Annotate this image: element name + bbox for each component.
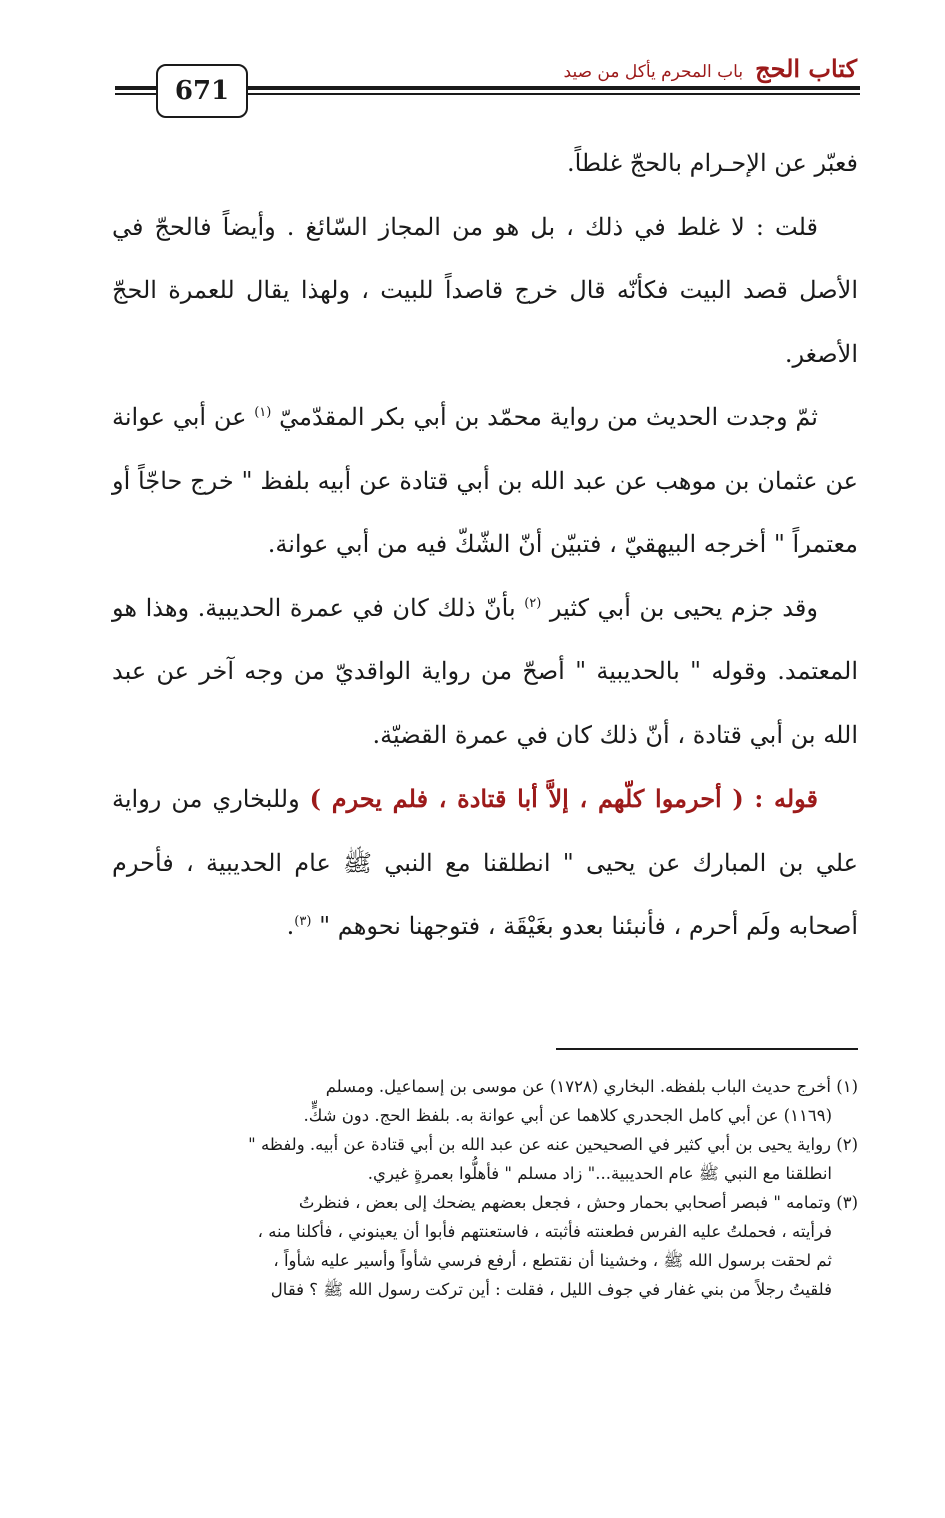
page-number: 671 [174, 76, 230, 106]
footnote-3: (٣) وتمامه " فبصر أصحابي بحمار وحش ، فجعل بعضهم يضحك إلى بعض ، فنظرتُ [298, 1193, 858, 1212]
book-title: كتاب الحج [755, 54, 857, 83]
footnote-2-cont: انطلقنا مع النبي ﷺ عام الحديبية..." زاد مسلم " فأهلُّوا بعمرةٍ غيري. [367, 1164, 832, 1183]
paragraph-5: قوله : ( أحرموا كلّهم ، إلاَّ أبا قتادة ، فلم يحرم ) وللبخاري من رواية علي بن المبارك عن يحيى " انطلقنا مع النبي ﷺ عام الحديبية ، فأحرم أصحابه ولَم أحرم ، فأنبئنا بعدو بغَيْقَة ، فتوجهنا نحوهم " $^{(٣)}$. [112, 784, 858, 940]
chapter-title: باب المحرم يأكل من صيد [563, 62, 744, 82]
footnote-ref-1[interactable]: (١) [254, 405, 272, 420]
footnotes [112, 1072, 858, 1304]
footnote-1-cont: (١١٦٩) عن أبي كامل الجحدري كلاهما عن أبي عوانة به. بلفظ الحج. دون شكٍّ. [303, 1106, 832, 1125]
page-number-box [156, 64, 248, 118]
quoted-lemma: قوله : ( أحرموا كلّهم ، إلاَّ أبا قتادة ، فلم يحرم ) [309, 784, 819, 813]
footnote-ref-3[interactable]: (٣) [294, 914, 312, 929]
footnote-3-cont-1: فرأيته ، فحملتُ عليه الفرس فطعنته فأثبته ، فاستعنتهم فأبوا أن يعينوني ، فأكلنا منه ، [257, 1222, 832, 1241]
paragraph-1: فعبّر عن الإحـرام بالحجّ غلطاً. [566, 149, 858, 177]
footnote-separator [556, 1048, 858, 1050]
paragraph-2: قلت : لا غلط في ذلك ، بل هو من المجاز السّائغ . وأيضاً فالحجّ في الأصل قصد البيت فكأنّه قال خرج قاصداً للبيت ، ولهذا يقال للعمرة الحجّ الأصغر. [112, 212, 858, 368]
footnote-1: (١) أخرج حديث الباب بلفظه. البخاري (١٧٢٨) عن موسى بن إسماعيل. ومسلم [325, 1077, 858, 1096]
footnote-ref-2[interactable]: (٢) [524, 595, 542, 611]
paragraph-4: وقد جزم يحيى بن أبي كثير $^{(٢)}$ بأنّ ذلك كان في عمرة الحديبية. وهذا هو المعتمد. وقوله " بالحديبية " أصحّ من رواية الواقديّ من وجه آخر عن عبد الله بن أبي قتادة ، أنّ ذلك كان في عمرة القضيّة. [112, 593, 858, 749]
footnote-3-cont-3: فلقيتُ رجلاً من بني غفار في جوف الليل ، فقلت : أين تركت رسول الله ﷺ ؟ فقال [270, 1280, 832, 1299]
footnote-3-cont-2: ثم لحقت برسول الله ﷺ ، وخشينا أن نقتطع ، أرفع فرسي شأواً وأسير عليه شأواً ، [273, 1251, 832, 1270]
running-header [564, 54, 857, 83]
main-text [112, 132, 858, 959]
paragraph-3: ثمّ وجدت الحديث من رواية محمّد بن أبي بكر المقدّميّ $^{(١)}$ عن أبي عوانة عن عثمان بن موهب عن عبد الله بن أبي قتادة عن أبيه بلفظ " خرج حاجّاً أو معتمراً " أخرجه البيهقيّ ، فتبيّن أنّ الشّكّ فيه من أبي عوانة. [112, 403, 858, 558]
footnote-2: (٢) رواية يحيى بن أبي كثير في الصحيحين عنه عن عبد الله بن أبي قتادة عن أبيه. ولفظه " [248, 1135, 858, 1154]
